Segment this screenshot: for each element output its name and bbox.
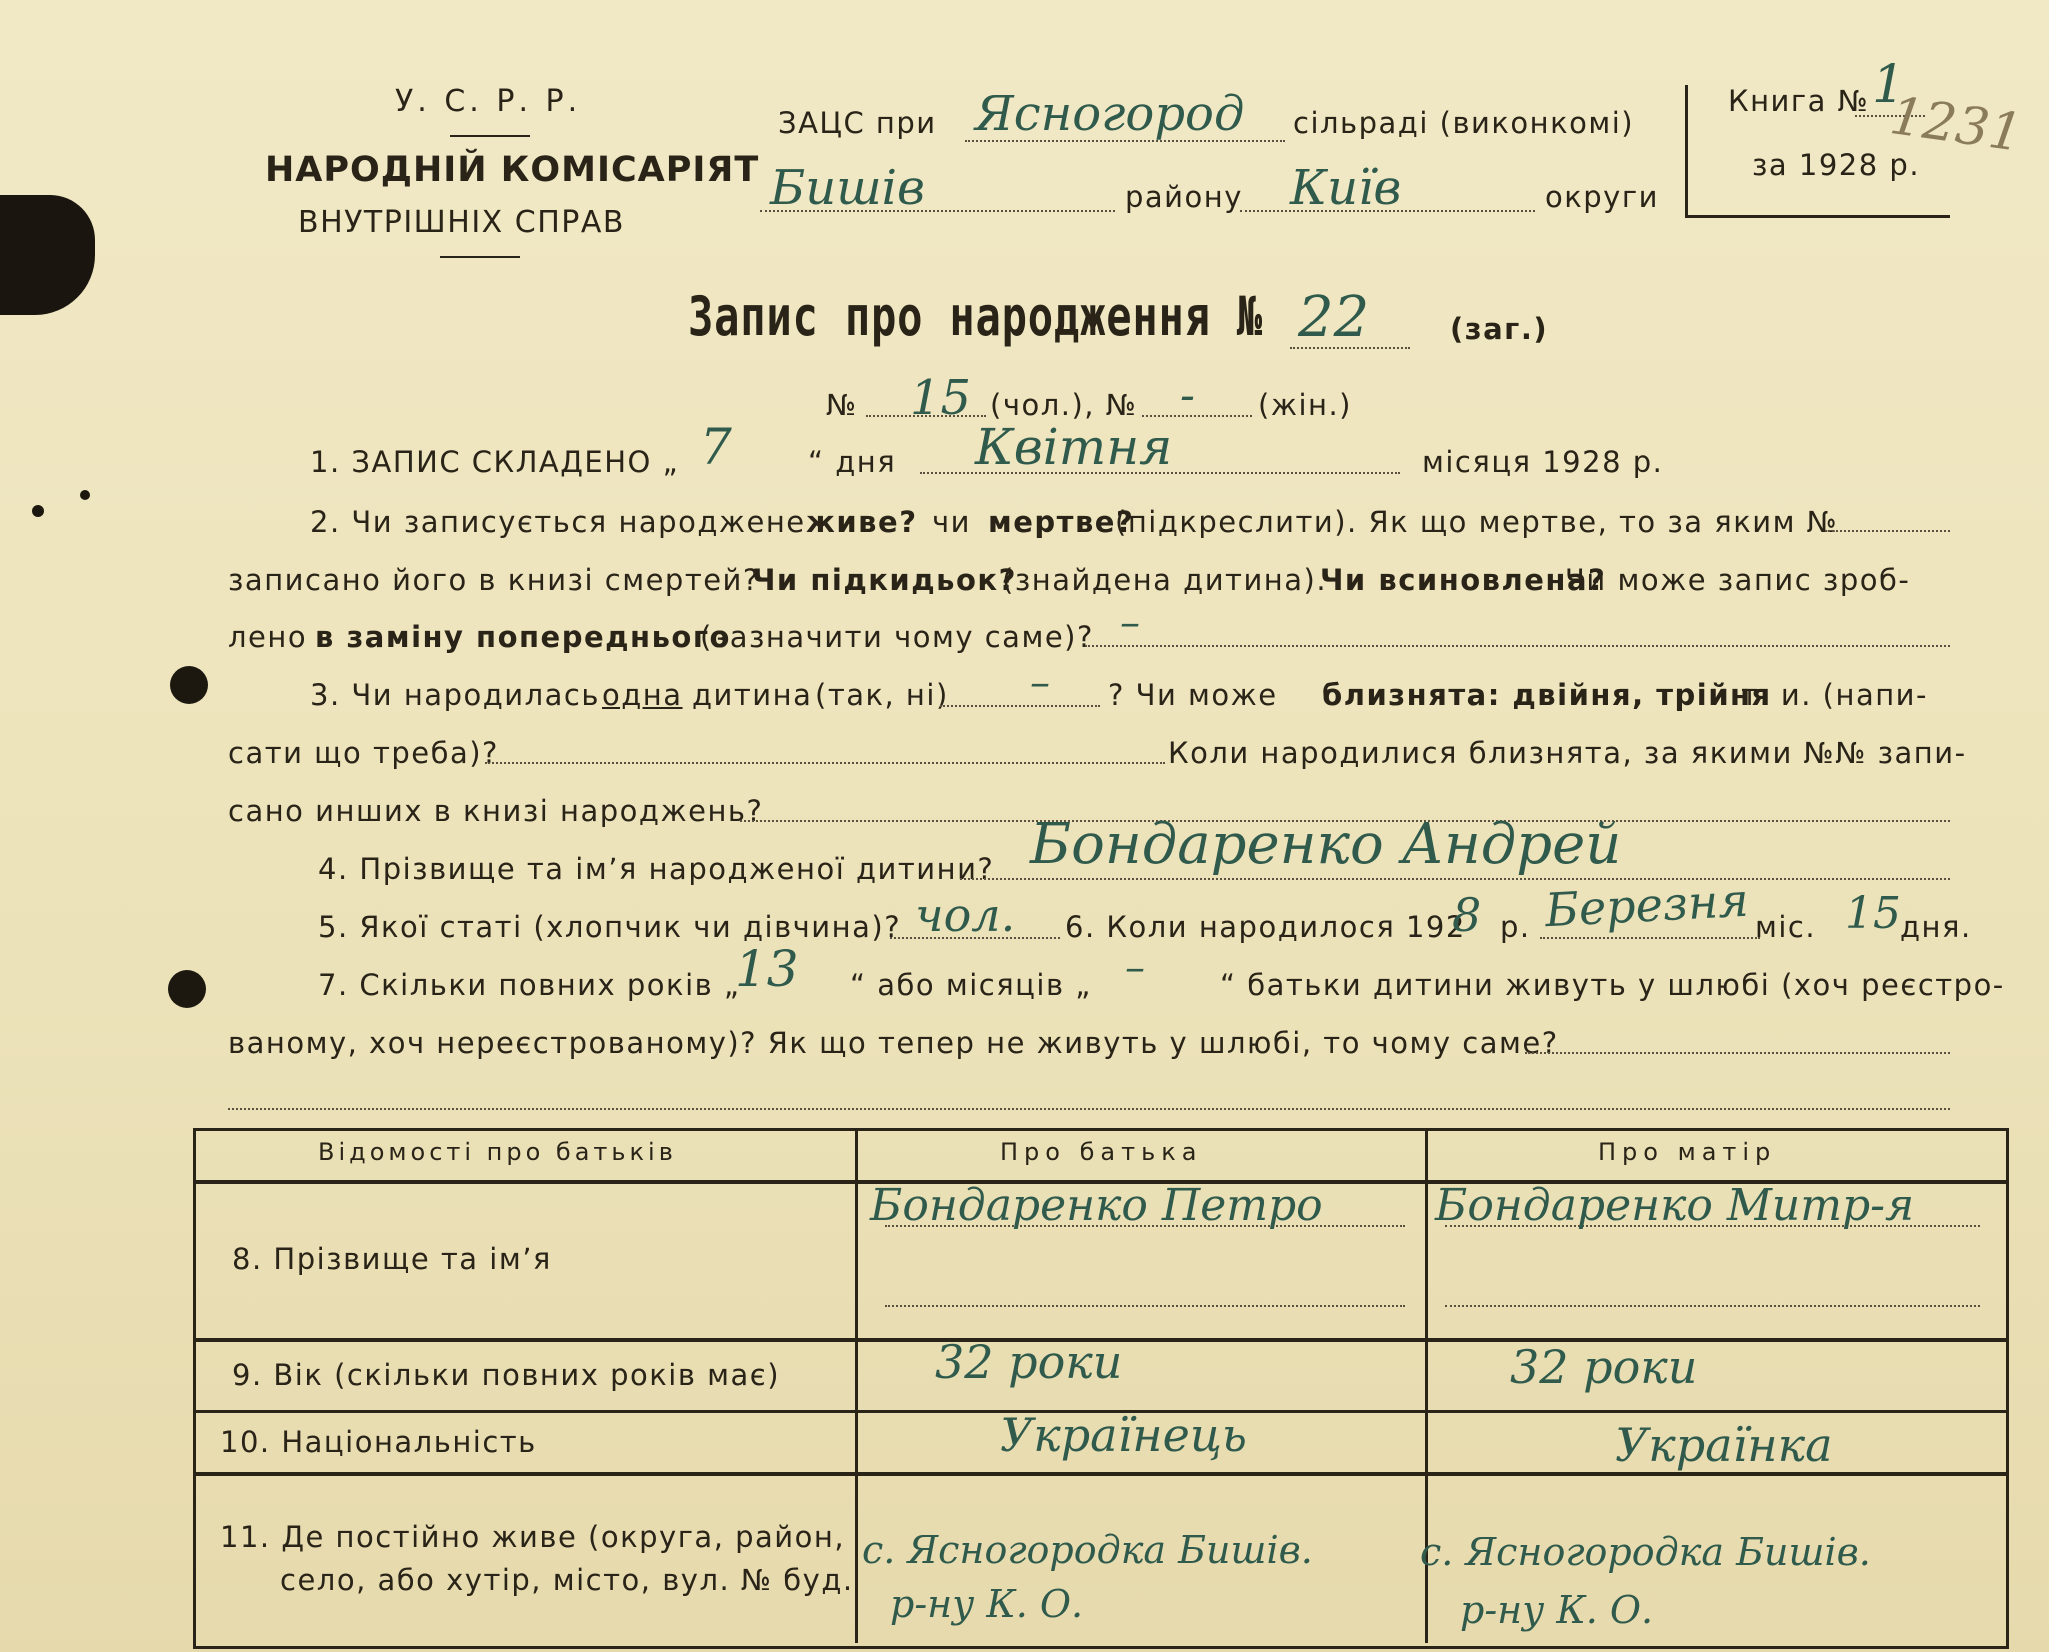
q7-months-label: “ або місяців „ — [850, 968, 1092, 1002]
divider — [450, 135, 530, 137]
q6-year-suffix: р. — [1500, 910, 1531, 944]
q6-month-label: міс. — [1755, 910, 1817, 944]
q3-answer-field: – — [1030, 660, 1050, 706]
birth-month-field: Березня — [1543, 872, 1750, 938]
row10-label: 10. Національність — [220, 1425, 537, 1459]
zacs-label: ЗАЦС при — [778, 106, 937, 140]
q3-twins: близнята: двійня, трійня — [1322, 678, 1772, 712]
divider — [440, 256, 520, 258]
q7-married: “ батьки дитини живуть у шлюбі (хоч реєстро- — [1220, 968, 2005, 1002]
mother-name-field: Бондаренко Митр-я — [1435, 1180, 1915, 1231]
record-number-field: 22 — [1298, 285, 1370, 350]
q2-found-note: (знайдена дитина). — [1002, 563, 1328, 597]
father-nationality-field: Українець — [1000, 1408, 1247, 1462]
q6-label: 6. Коли народилося 192 — [1065, 910, 1466, 944]
q1-year-label: місяця 1928 р. — [1422, 445, 1664, 479]
book-year: за 1928 р. — [1752, 148, 1921, 182]
q3-one: одна — [602, 678, 683, 712]
q3-twins-line — [485, 762, 1165, 764]
okrug-field: Київ — [1290, 160, 1402, 216]
council-label: сільраді (виконкомі) — [1293, 106, 1635, 140]
table-head-parents: Відомості про батьків — [318, 1138, 677, 1166]
father-address-field: с. Ясногородка Бишів. — [862, 1528, 1313, 1572]
row8-mother-line — [1445, 1305, 1980, 1307]
father-address-field-2: р-ну К. О. — [890, 1582, 1084, 1626]
district-label: району — [1125, 180, 1243, 214]
male-number-field: 15 — [910, 370, 972, 426]
binding-hole — [170, 666, 208, 704]
q3-twins-ask: ? Чи може — [1108, 678, 1278, 712]
q6-month-line — [1540, 937, 1760, 939]
q2-label: 2. Чи записується народжене — [310, 505, 806, 539]
q3-line3: сано инших в книзі народжень? — [228, 794, 764, 828]
marriage-years-field: 13 — [735, 940, 799, 998]
child-name-field: Бондаренко Андрей — [1030, 812, 1622, 877]
q3-line2: сати що треба)? — [228, 736, 499, 770]
sex-field: чол. — [915, 888, 1016, 942]
archive-number: 1231 — [1886, 86, 2026, 164]
q3-answer-line — [940, 705, 1100, 707]
table-col-divider — [855, 1130, 858, 1643]
q2-line2: записано його в книзі смертей? — [228, 563, 760, 597]
q2-why-field: – — [1120, 600, 1140, 646]
q3-twins-when: Коли народилися близнята, за якими №№ запи- — [1168, 736, 1967, 770]
q2-why-line — [1085, 645, 1950, 647]
q1-day-label: “ дня — [808, 445, 897, 479]
book-box-bottom — [1685, 215, 1950, 218]
female-number-field: - — [1180, 370, 1195, 421]
book-number-field: 1 — [1872, 55, 1906, 115]
q3-yes-no: (так, ні) — [815, 678, 949, 712]
row8-father-line — [885, 1305, 1405, 1307]
q2-death-line — [1825, 530, 1950, 532]
q3-label: 3. Чи народилась — [310, 678, 600, 712]
mother-address-field-2: р-ну К. О. — [1460, 1588, 1654, 1632]
book-box-left — [1685, 85, 1688, 215]
record-suffix: (заг.) — [1450, 312, 1549, 346]
q2-why: (зазначити чому саме)? — [700, 620, 1094, 654]
book-label: Книга № — [1728, 84, 1870, 118]
q2-replace-ask: Чи може запис зроб- — [1565, 563, 1911, 597]
binding-hole — [168, 970, 206, 1008]
torn-edge — [0, 195, 95, 315]
q3-etc: й т. и. (напи- — [1710, 678, 1928, 712]
father-name-field: Бондаренко Петро — [870, 1180, 1323, 1231]
q2-line3: лено — [228, 620, 308, 654]
mother-age-field: 32 роки — [1510, 1340, 1698, 1394]
q1-month-field: Квітня — [975, 418, 1173, 476]
q1-label: 1. ЗАПИС СКЛАДЕНО „ — [310, 445, 680, 479]
table-head-father: Про батька — [1000, 1138, 1203, 1166]
q7-label: 7. Скільки повних років „ — [318, 968, 741, 1002]
row8-label: 8. Прізвище та ім’я — [232, 1242, 552, 1276]
birth-day-field: 15 — [1845, 888, 1901, 939]
q2-adopted: Чи всиновлена? — [1320, 563, 1607, 597]
q2-alive: живе? — [806, 505, 918, 539]
q4-label: 4. Прізвище та ім’я народженої дитини? — [318, 852, 995, 886]
marriage-months-field: – — [1125, 945, 1145, 991]
mother-address-field: с. Ясногородка Бишів. — [1420, 1530, 1871, 1574]
q7-line2: ваному, хоч нереєстрованому)? Як що тепер не живуть у шлюбі, то чому саме? — [228, 1026, 1559, 1060]
district-field: Бишів — [770, 160, 925, 216]
q7-extra-line — [228, 1108, 1950, 1110]
male-label: (чол.), № — [990, 388, 1138, 422]
mother-nationality-field: Українка — [1615, 1418, 1833, 1472]
ussr-label: У. С. Р. Р. — [395, 84, 582, 119]
no-label: № — [826, 388, 858, 422]
q4-line — [960, 878, 1950, 880]
binding-hole — [32, 505, 44, 517]
internal-affairs-label: ВНУТРІШНІХ СПРАВ — [298, 205, 625, 240]
q3-child: дитина — [692, 678, 813, 712]
okrug-label: округи — [1545, 180, 1659, 214]
q1-day-field: 7 — [700, 418, 732, 476]
q2-death-ref: (підкреслити). Як що мертве, то за яким № — [1115, 505, 1839, 539]
commissariat-label: НАРОДНІЙ КОМІСАРІЯТ — [265, 150, 760, 190]
row9-label: 9. Вік (скільки повних років має) — [232, 1358, 781, 1392]
table-head-mother: Про матір — [1598, 1138, 1777, 1166]
row11-label-2: село, або хутір, місто, вул. № буд. — [280, 1563, 854, 1597]
birth-year-field: 8 — [1452, 888, 1482, 942]
female-label: (жін.) — [1258, 388, 1352, 422]
q2-dead: мертве? — [988, 505, 1135, 539]
father-age-field: 32 роки — [935, 1335, 1123, 1389]
village-field: Ясногород — [975, 86, 1245, 142]
table-row-rule — [193, 1472, 2006, 1476]
record-title: Запис про народження № — [688, 285, 1264, 348]
q7-why-line — [1525, 1052, 1950, 1054]
q5-label: 5. Якої статі (хлопчик чи дівчина)? — [318, 910, 902, 944]
binding-hole — [80, 490, 90, 500]
q6-day-label: дня. — [1900, 910, 1972, 944]
q2-or: чи — [932, 505, 971, 539]
female-number-line — [1142, 415, 1252, 417]
row11-label: 11. Де постійно живе (округа, район, — [220, 1520, 846, 1554]
q2-replacement: в заміну попереднього — [315, 620, 731, 654]
q2-foundling: Чи підкидьок? — [752, 563, 1017, 597]
